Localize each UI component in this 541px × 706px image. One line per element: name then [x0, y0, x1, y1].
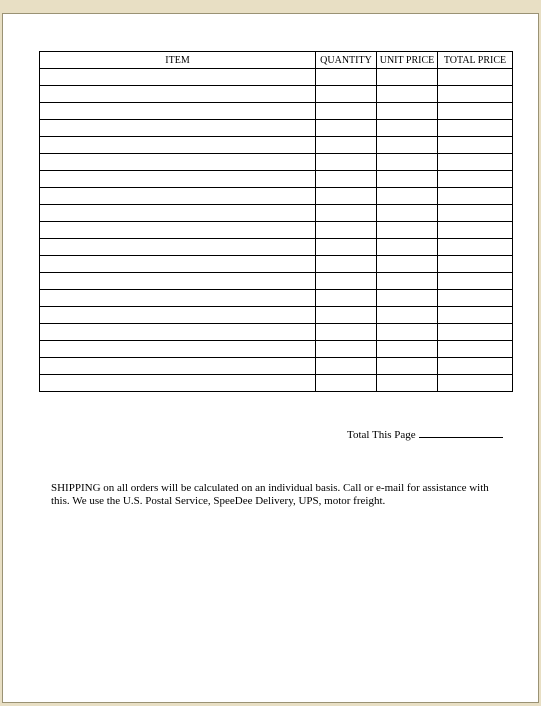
quantity-cell[interactable]	[316, 222, 377, 239]
unit-price-cell[interactable]	[377, 375, 438, 392]
quantity-cell[interactable]	[316, 307, 377, 324]
total-price-cell[interactable]	[438, 222, 513, 239]
table-row	[40, 307, 513, 324]
quantity-cell[interactable]	[316, 137, 377, 154]
quantity-cell[interactable]	[316, 154, 377, 171]
quantity-cell[interactable]	[316, 375, 377, 392]
quantity-cell[interactable]	[316, 239, 377, 256]
unit-price-cell[interactable]	[377, 256, 438, 273]
unit-price-cell[interactable]	[377, 222, 438, 239]
table-row	[40, 69, 513, 86]
total-price-cell[interactable]	[438, 154, 513, 171]
item-cell[interactable]	[40, 205, 316, 222]
unit-price-cell[interactable]	[377, 341, 438, 358]
total-price-cell[interactable]	[438, 375, 513, 392]
item-cell[interactable]	[40, 307, 316, 324]
table-row	[40, 103, 513, 120]
total-price-cell[interactable]	[438, 239, 513, 256]
quantity-cell[interactable]	[316, 103, 377, 120]
quantity-cell[interactable]	[316, 290, 377, 307]
order-table	[39, 51, 513, 392]
item-cell[interactable]	[40, 222, 316, 239]
quantity-cell[interactable]	[316, 205, 377, 222]
unit-price-cell[interactable]	[377, 205, 438, 222]
table-row	[40, 358, 513, 375]
table-row	[40, 120, 513, 137]
quantity-cell[interactable]	[316, 171, 377, 188]
item-cell[interactable]	[40, 103, 316, 120]
item-cell[interactable]	[40, 324, 316, 341]
total-price-cell[interactable]	[438, 341, 513, 358]
total-price-cell[interactable]	[438, 86, 513, 103]
quantity-cell[interactable]	[316, 324, 377, 341]
unit-price-cell[interactable]	[377, 307, 438, 324]
quantity-cell[interactable]	[316, 358, 377, 375]
quantity-cell[interactable]	[316, 120, 377, 137]
total-price-cell[interactable]	[438, 103, 513, 120]
table-row	[40, 171, 513, 188]
total-price-cell[interactable]	[438, 69, 513, 86]
table-row	[40, 137, 513, 154]
unit-price-cell[interactable]	[377, 103, 438, 120]
total-price-cell[interactable]	[438, 137, 513, 154]
total-price-cell[interactable]	[438, 324, 513, 341]
order-form-page	[2, 13, 539, 703]
item-cell[interactable]	[40, 358, 316, 375]
unit-price-cell[interactable]	[377, 154, 438, 171]
quantity-cell[interactable]	[316, 86, 377, 103]
total-price-cell[interactable]	[438, 188, 513, 205]
table-row	[40, 290, 513, 307]
total-price-cell[interactable]	[438, 358, 513, 375]
item-cell[interactable]	[40, 290, 316, 307]
total-price-cell[interactable]	[438, 307, 513, 324]
table-row	[40, 205, 513, 222]
table-row	[40, 239, 513, 256]
total-price-cell[interactable]	[438, 205, 513, 222]
item-cell[interactable]	[40, 239, 316, 256]
unit-price-cell[interactable]	[377, 358, 438, 375]
col-header-item: ITEM	[40, 52, 316, 69]
table-row	[40, 375, 513, 392]
unit-price-cell[interactable]	[377, 69, 438, 86]
total-price-cell[interactable]	[438, 290, 513, 307]
table-row	[40, 273, 513, 290]
unit-price-cell[interactable]	[377, 273, 438, 290]
quantity-cell[interactable]	[316, 341, 377, 358]
total-price-cell[interactable]	[438, 171, 513, 188]
table-header-row	[40, 52, 513, 69]
table-row	[40, 86, 513, 103]
item-cell[interactable]	[40, 188, 316, 205]
item-cell[interactable]	[40, 154, 316, 171]
unit-price-cell[interactable]	[377, 86, 438, 103]
table-row	[40, 222, 513, 239]
total-blank-line[interactable]	[419, 427, 503, 438]
item-cell[interactable]	[40, 86, 316, 103]
total-price-cell[interactable]	[438, 120, 513, 137]
shipping-note: SHIPPING on all orders will be calculated on an individual basis. Call or e-mail for assistance with this. We use the U.S. Postal Service, SpeeDee Delivery, UPS, motor freight.	[51, 482, 489, 507]
unit-price-cell[interactable]	[377, 171, 438, 188]
item-cell[interactable]	[40, 120, 316, 137]
item-cell[interactable]	[40, 341, 316, 358]
col-header-quantity: QUANTITY	[316, 52, 377, 69]
table-body	[40, 69, 513, 392]
total-price-cell[interactable]	[438, 273, 513, 290]
col-header-total-price: TOTAL PRICE	[438, 52, 513, 69]
table-row	[40, 324, 513, 341]
total-price-cell[interactable]	[438, 256, 513, 273]
unit-price-cell[interactable]	[377, 188, 438, 205]
total-label: Total This Page	[347, 429, 416, 441]
table-row	[40, 154, 513, 171]
item-cell[interactable]	[40, 273, 316, 290]
table-row	[40, 256, 513, 273]
unit-price-cell[interactable]	[377, 290, 438, 307]
col-header-unit-price: UNIT PRICE	[377, 52, 438, 69]
item-cell[interactable]	[40, 171, 316, 188]
quantity-cell[interactable]	[316, 273, 377, 290]
item-cell[interactable]	[40, 69, 316, 86]
unit-price-cell[interactable]	[377, 239, 438, 256]
item-cell[interactable]	[40, 375, 316, 392]
quantity-cell[interactable]	[316, 188, 377, 205]
unit-price-cell[interactable]	[377, 120, 438, 137]
total-this-page	[347, 427, 503, 441]
quantity-cell[interactable]	[316, 256, 377, 273]
item-cell[interactable]	[40, 137, 316, 154]
table-row	[40, 341, 513, 358]
unit-price-cell[interactable]	[377, 324, 438, 341]
unit-price-cell[interactable]	[377, 137, 438, 154]
quantity-cell[interactable]	[316, 69, 377, 86]
item-cell[interactable]	[40, 256, 316, 273]
table-row	[40, 188, 513, 205]
